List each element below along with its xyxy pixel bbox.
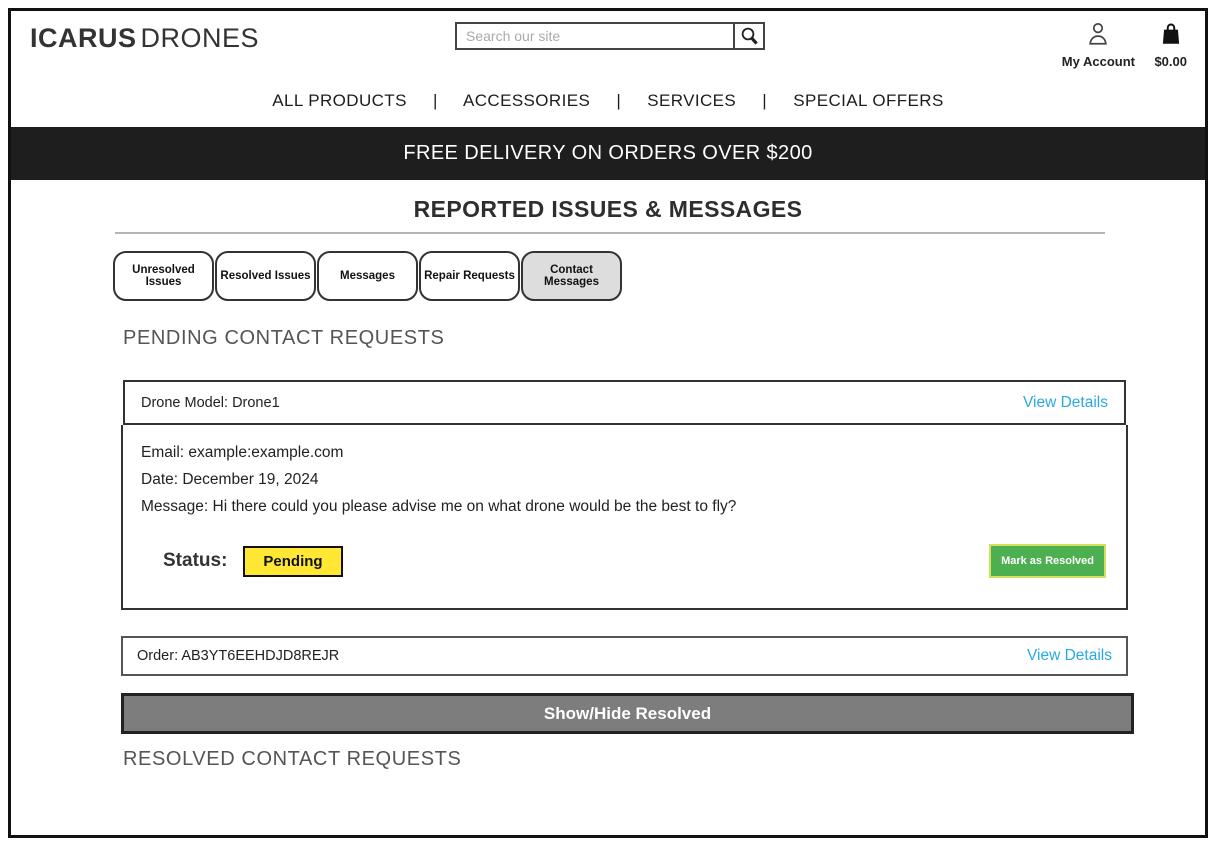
user-icon [1085, 21, 1111, 47]
nav-separator: | [762, 91, 768, 110]
drone-model-label: Drone Model: Drone1 [141, 394, 280, 411]
order-request-card [121, 636, 1128, 676]
status-row [141, 544, 1112, 578]
site-logo[interactable] [30, 23, 259, 54]
nav-accessories[interactable]: ACCESSORIES [462, 91, 591, 110]
tab-messages[interactable]: Messages [317, 251, 418, 301]
view-details-link[interactable]: View Details [1022, 393, 1108, 411]
nav-services[interactable]: SERVICES [647, 91, 737, 110]
contact-request-card [121, 380, 1128, 610]
title-divider [115, 232, 1105, 234]
resolved-section-heading: RESOLVED CONTACT REQUESTS [123, 748, 462, 770]
status-label: Status: [163, 550, 228, 571]
my-account-label: My Account [1061, 54, 1135, 69]
mark-as-resolved-button[interactable]: Mark as Resolved [989, 544, 1106, 578]
pending-section-heading: PENDING CONTACT REQUESTS [123, 327, 445, 349]
status-badge: Pending [243, 546, 342, 577]
logo-text-bold: ICARUS [30, 23, 137, 53]
tab-bar [113, 251, 1205, 301]
tab-repair-requests[interactable]: Repair Requests [419, 251, 520, 301]
site-header [11, 11, 1205, 127]
search-icon [739, 26, 759, 46]
nav-all-products[interactable]: ALL PRODUCTS [272, 91, 407, 110]
search-input[interactable] [455, 22, 733, 50]
main-nav [11, 91, 1205, 111]
request-message: Message: Hi there could you please advise me on what drone would be the best to fly? [141, 498, 737, 515]
contact-request-card-body [121, 425, 1128, 610]
nav-special-offers[interactable]: SPECIAL OFFERS [793, 91, 944, 110]
show-hide-resolved-button[interactable]: Show/Hide Resolved [121, 693, 1134, 734]
page-title: REPORTED ISSUES & MESSAGES [413, 196, 803, 222]
main-content [11, 196, 1205, 771]
search-bar [455, 22, 765, 50]
my-account[interactable] [1062, 21, 1135, 69]
promo-banner [11, 127, 1205, 180]
search-button[interactable] [733, 22, 765, 50]
cart[interactable] [1154, 21, 1187, 69]
nav-separator: | [616, 91, 622, 110]
tab-resolved-issues[interactable]: Resolved Issues [215, 251, 316, 301]
cart-bag-icon [1158, 21, 1184, 47]
nav-separator: | [432, 91, 438, 110]
tab-contact-messages[interactable]: Contact Messages [521, 251, 622, 301]
view-details-link[interactable]: View Details [1026, 647, 1112, 664]
page-frame [8, 8, 1208, 838]
logo-text-light: DRONES [140, 23, 260, 53]
order-label: Order: AB3YT6EEHDJD8REJR [137, 648, 340, 664]
request-date: Date: December 19, 2024 [141, 471, 319, 488]
tab-unresolved-issues[interactable]: Unresolved Issues [113, 251, 214, 301]
promo-banner-text: FREE DELIVERY ON ORDERS OVER $200 [403, 142, 813, 164]
contact-request-card-header [123, 380, 1126, 425]
request-email: Email: example:example.com [141, 444, 344, 461]
cart-total: $0.00 [1154, 54, 1187, 69]
